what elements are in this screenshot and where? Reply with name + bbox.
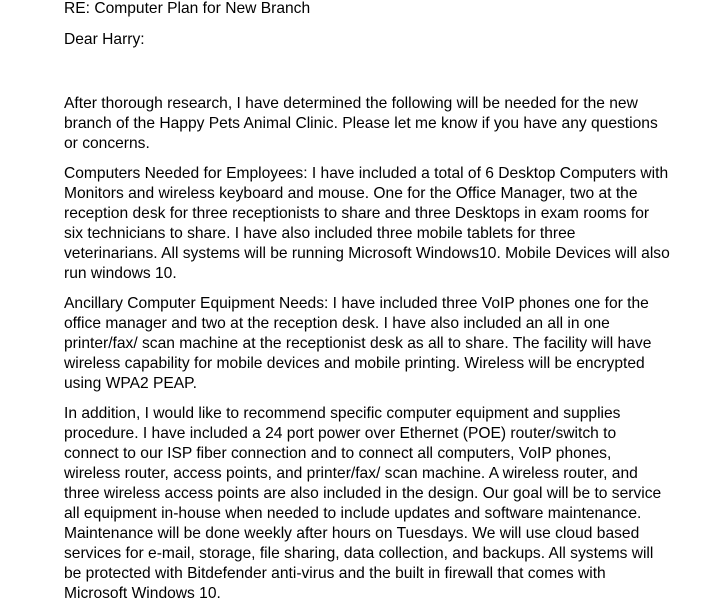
text-line: or concerns. <box>64 135 150 152</box>
text-line: three wireless access points are also included in the design. Our goal will be to service <box>64 485 662 502</box>
text-line: printer/fax/ scan machine at the receptionist desk as all to share. The facility will have <box>64 335 652 352</box>
text-line: reception desk for three receptionists to share and three Desktops in exam rooms for <box>64 205 650 222</box>
subject-line: RE: Computer Plan for New Branch <box>64 0 311 17</box>
paragraph-ancillary-equipment <box>64 294 714 394</box>
text-line: Ancillary Computer Equipment Needs: I have included three VoIP phones one for the <box>64 295 649 312</box>
text-line: Maintenance will be done weekly after hours on Tuesdays. We will use cloud based <box>64 525 640 542</box>
text-line: six technicians to share. I have also included three mobile tablets for three <box>64 225 576 242</box>
letter-document <box>64 0 714 604</box>
text-line: procedure. I have included a 24 port power over Ethernet (POE) router/switch to <box>64 425 617 442</box>
text-line: run windows 10. <box>64 265 177 282</box>
text-line: In addition, I would like to recommend specific computer equipment and supplies <box>64 405 621 422</box>
text-line: wireless capability for mobile devices and mobile printing. Wireless will be encrypted <box>64 355 645 372</box>
paragraph-computers-needed <box>64 164 714 284</box>
text-line: using WPA2 PEAP. <box>64 375 197 392</box>
text-line: Computers Needed for Employees: I have included a total of 6 Desktop Computers with <box>64 165 669 182</box>
text-line: branch of the Happy Pets Animal Clinic. Please let me know if you have any questions <box>64 115 658 132</box>
text-line: After thorough research, I have determined the following will be needed for the new <box>64 95 638 112</box>
text-line: Microsoft Windows 10. <box>64 585 221 602</box>
salutation: Dear Harry: <box>64 31 145 48</box>
paragraph-recommendations <box>64 404 714 604</box>
text-line: veterinarians. All systems will be running Microsoft Windows10. Mobile Devices will also <box>64 245 670 262</box>
text-line: be protected with Bitdefender anti-virus and the built in firewall that comes with <box>64 565 606 582</box>
text-line: office manager and two at the reception desk. I have also included an all in one <box>64 315 610 332</box>
paragraph-intro <box>64 94 714 154</box>
text-line: all equipment in-house when needed to include updates and software maintenance. <box>64 505 642 522</box>
text-line: connect to our ISP fiber connection and to connect all computers, VoIP phones, <box>64 445 612 462</box>
text-line: services for e-mail, storage, file sharing, data collection, and backups. All systems will <box>64 545 654 562</box>
text-line: wireless router, access points, and printer/fax/ scan machine. A wireless router, and <box>64 465 638 482</box>
text-line: Monitors and wireless keyboard and mouse. One for the Office Manager, two at the <box>64 185 638 202</box>
